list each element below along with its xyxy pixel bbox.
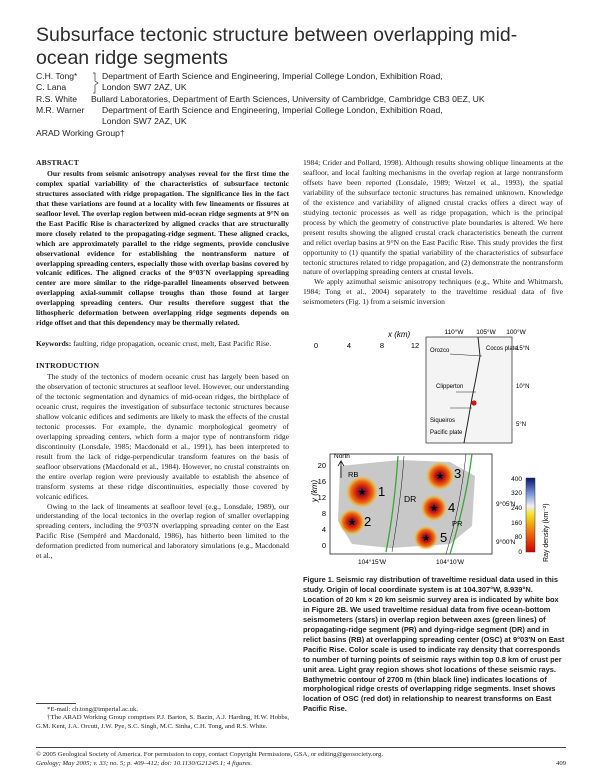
- station-star-icon: ★: [429, 503, 439, 513]
- footer-copyright: © 2005 Geological Society of America. For permission to copy, contact Copyright Permissions, GSA, or editing@geosociety.org.: [36, 751, 383, 758]
- north-label: North: [334, 453, 350, 460]
- osc-location-dot: [471, 400, 476, 405]
- colorbar-tick: 400: [511, 476, 522, 483]
- inset-longitude: 110°W: [444, 329, 464, 336]
- introduction-heading: INTRODUCTION: [36, 361, 100, 371]
- footnote: *E-mail: ch.tong@imperial.ac.uk.: [47, 706, 139, 713]
- affiliation: Department of Earth Science and Engineering, Imperial College London, Exhibition Road,: [102, 104, 443, 115]
- affiliation: Department of Earth Science and Engineering, Imperial College London, Exhibition Road,: [102, 71, 443, 81]
- footnotes: [36, 706, 289, 731]
- colorbar-label: Ray density (km⁻²): [543, 503, 550, 562]
- y-tick: 0: [321, 541, 326, 550]
- affiliation: London SW7 2AZ, UK: [102, 82, 187, 93]
- x-tick: 8: [379, 341, 385, 350]
- inset-latitude: 10°N: [516, 384, 530, 390]
- station-label: 4: [448, 500, 456, 515]
- latitude-label: 9°00′N: [496, 539, 516, 546]
- station-star-icon: ★: [421, 533, 431, 543]
- article-title: Subsurface tectonic structure between overlapping mid-ocean ridge segments: [36, 24, 518, 69]
- region-label: DR: [404, 494, 417, 504]
- y-axis-label: y (km): [310, 479, 319, 502]
- right-column: [303, 158, 563, 307]
- keywords-text: faulting, ridge propagation, oceanic crust, melt, East Pacific Rise.: [73, 339, 272, 349]
- affiliation: Bullard Laboratories, Department of Earth Sciences, University of Cambridge, Cambridge CB3 0EZ, UK: [91, 93, 485, 104]
- x-tick: 4: [346, 341, 352, 350]
- region-label: PR: [452, 519, 463, 528]
- inset-label: Siqueiros: [430, 418, 456, 424]
- inset-label: Cocos plate: [486, 346, 518, 352]
- intro-paragraph: The study of the tectonics of modern oceanic crust has largely been based on the observation of tectonic structures at seafloor level. However, our understanding of the tectonic segmentation and dynamics of mid-ocean ridges, the birthplace of oceanic crust, requires the investigation of subsurface tectonic structures because shallow volcanic edifices and sediments are likely to mask the effects of the crustal tectonic processes. For example, the dynamic morphological geometry of overlapping spreading centers, which form a major type of nontransform ridge discontinuity (Lonsdale, 1985; Macdonald et al., 1991), has been interpreted to result from the lack of ridge-perpendicular transform features on the basis of seafloor observations (Macdonald et al., 1984). However, no crustal constraints on the entire overlap region were previously available to establish the absence of transform systems at these ridge discontinuities, especially those covered by volcanic edifices.: [36, 372, 289, 501]
- inset-latitude: 5°N: [516, 422, 527, 428]
- colorbar-tick: 320: [511, 490, 522, 497]
- colorbar-tick: 0: [518, 549, 522, 556]
- keywords: [36, 339, 289, 349]
- body-paragraph: We apply azimuthal seismic anisotropy techniques (e.g., White and Whitmarsh, 1984; Tong et al., 2004) separately to the traveltime residual data of five seismometers (Fig. 1) from a seismic inversion: [303, 277, 563, 307]
- x-axis-label: x (km): [388, 330, 411, 339]
- keywords-label: Keywords:: [36, 339, 72, 349]
- y-tick: 20: [317, 461, 326, 470]
- abstract-text: Our results from seismic anisotropy analyses reveal for the first time the complex spatial variability of the characteristics of subsurface tectonic structures associated with ridge propagation. The significance lies in the fact that these variations are found at a locality with few lineaments or fissures at seafloor level. The overlap region between mid-ocean ridge segments at 9°N on the East Pacific Rise is characterized by aligned cracks that are structurally more closely related to the propagating-ridge segment. These aligned cracks, which are approximately parallel to the ridge segments, provide conclusive observational evidence for establishing the nontransform nature of overlapping spreading centers, especially those with overlap basins covered by volcanic edifices. The aligned cracks of the 9°03′N overlapping spreading center are more similar to the ridge-parallel lineaments observed between overlapping axial-summit collapse troughs than those found at larger overlapping spreading centers. Our results therefore suggest that the lithospheric deformation between overlapping ridge segments depends on ridge offset and that this dependency may be thermally related.: [36, 168, 289, 328]
- station-label: 3: [454, 466, 462, 481]
- author-name: M.R. Warner: [36, 104, 85, 115]
- inset-label: Clipperton: [436, 384, 464, 390]
- intro-paragraph: Owing to the lack of lineaments at seafloor level (e.g., Lonsdale, 1989), our understanding of the local tectonics in the overlap region of smaller overlapping spreading centers, including the 9°03′N overlapping spreading center on the East Pacific Rise (Sempéré and Macdonald, 1986), has hitherto been limited to the deformation predicted from numerical and laboratory simulations (e.g., Macdonald et al.,: [36, 501, 289, 561]
- footnote-rule: [36, 703, 76, 704]
- author-name: C.H. Tong*: [36, 71, 78, 81]
- y-tick: 8: [321, 509, 326, 518]
- station-label: 2: [364, 514, 372, 529]
- longitude-label: 104°10′W: [435, 559, 465, 566]
- station-star-icon: ★: [435, 471, 445, 481]
- working-group: ARAD Working Group†: [36, 127, 125, 138]
- inset-longitude: 100°W: [506, 329, 526, 336]
- inset-label: Pacific plate: [430, 430, 463, 436]
- longitude-label: 104°15′W: [357, 559, 387, 566]
- affiliation: London SW7 2AZ, UK: [102, 116, 187, 127]
- footnote: †The ARAD Working Group comprises P.J. Barton, S. Bazin, A.J. Harding, H.W. Hobbs, G.M. Kent, J.A. Orcutt, J.W. Pye, S.C. Singh, M.C. Sinha, C.H. Tong, and R.S. White.: [36, 714, 289, 730]
- inset-label: Orozco: [430, 348, 450, 354]
- author-name: R.S. White: [36, 93, 78, 104]
- colorbar-tick: 80: [514, 534, 522, 541]
- y-tick: 4: [321, 525, 326, 534]
- inset-latitude: 15°N: [516, 346, 530, 352]
- body-paragraph: 1984; Crider and Pollard, 1998). Although results showing oblique lineaments at the seafloor, and local faulting mechanisms in the overlap region at large nontransform offsets have been reported (Lonsdale, 1989; Wetzel et al., 1993), the spatial variability of the subsurface tectonic structures has remained unknown. Knowledge of the existence and variability of aligned crustal cracks offers a direct way of studying tectonic processes as well as ridge propagation, which is the principal process by which the geometry of constructive plate boundaries is altered. We here present results showing the aligned crustal crack characteristics beneath the current and relict overlap basins at 9°N on the East Pacific Rise. This study provides the first opportunity to (1) quantify the spatial variability of the characteristics of subsurface tectonic structures related to ridge propagation, and (2) demonstrate the nontransform nature of overlapping spreading centers at crustal levels.: [303, 158, 563, 277]
- footer-rule: [36, 747, 566, 748]
- colorbar: [526, 478, 535, 552]
- x-tick: 12: [410, 341, 420, 350]
- left-column: [36, 158, 289, 561]
- figure-1: [300, 326, 568, 572]
- y-tick: 12: [317, 493, 326, 502]
- colorbar-tick: 160: [511, 520, 522, 527]
- page-number: 409: [555, 760, 566, 767]
- abstract-heading: ABSTRACT: [36, 158, 79, 167]
- figure-caption: Figure 1. Seismic ray distribution of traveltime residual data used in this study. Origin of local coordinate system is at 104.307°W, 8.939°N. Location of 20 km × 20 km seismic survey area is indicated by white box in Figure 2B. We used traveltime residual data from five ocean-bottom seismometers (stars) in overlap region between axes (green lines) of propagating-ridge segment (PR) and dying-ridge segment (DR) and in relict basins (RB) at overlapping spreading center (OSC) at 9°03′N on East Pacific Rise. Color scale is used to indicate ray density that corresponds to number of turning points of seismic rays within top 0.8 km of crust per unit area. Light gray region shows shot locations of these seismic rays. Bathymetric contour of 2700 m (thin black line) indicates locations of morphological ridge crests of overlapping ridge segments. Inset shows location of OSC (red dot) in relationship to nearest transforms on East Pacific Rise.: [303, 575, 565, 714]
- affiliation-bracket: [92, 72, 100, 94]
- colorbar-tick: 240: [511, 505, 522, 512]
- latitude-label: 9°05′N: [496, 501, 516, 508]
- station-star-icon: ★: [357, 487, 367, 497]
- x-tick: 0: [313, 341, 319, 350]
- station-label: 5: [440, 530, 448, 545]
- inset-longitude: 105°W: [476, 329, 496, 336]
- author-name: C. Lana: [36, 82, 67, 93]
- y-tick: 16: [317, 477, 326, 486]
- region-label: RB: [348, 470, 359, 479]
- footer-citation: Geology; May 2005; v. 33; no. 5; p. 409–412; doi: 10.1130/G21245.1; 4 figures.: [36, 760, 253, 767]
- station-label: 1: [378, 484, 386, 499]
- station-star-icon: ★: [347, 517, 357, 527]
